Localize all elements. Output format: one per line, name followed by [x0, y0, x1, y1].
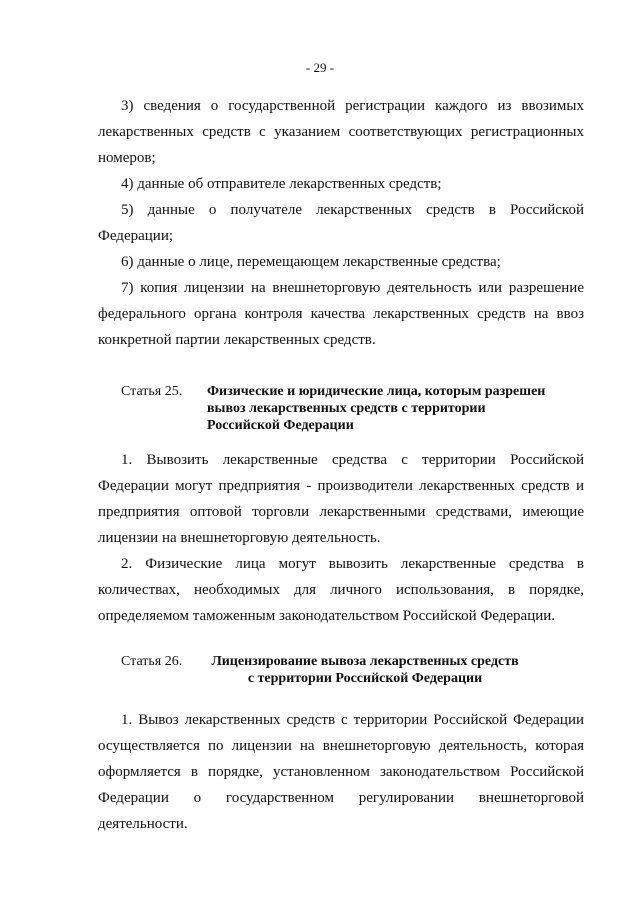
article-25-heading: [121, 383, 561, 434]
article-25-title: Физические и юридические лица, которым разрешен вывоз лекарственных средств с территории Российской Федерации: [207, 384, 546, 433]
article-26-body: [98, 707, 584, 837]
article-25-body: [98, 447, 584, 629]
article-26-paragraph-1: 1. Вывоз лекарственных средств с территории Российской Федерации осуществляется по лицензии на внешнеторговую деятельность, которая оформляется в порядке, установленном законодательством Российской Федерации о государственном регулировании внешнеторговой деятельности.: [98, 712, 584, 832]
list-item-5: 5) данные о получателе лекарственных средств в Российской Федерации;: [98, 202, 584, 244]
list-item-6: 6) данные о лице, перемещающем лекарственные средства;: [121, 254, 501, 270]
list-item-7: 7) копия лицензии на внешнеторговую деятельность или разрешение федерального органа контроля качества лекарственных средств на ввоз конкретной партии лекарственных средств.: [98, 280, 584, 348]
article-25-number: Статья 25.: [121, 384, 183, 399]
article-26-title: Лицензирование вывоза лекарственных средств с территории Российской Федерации: [211, 654, 519, 686]
list-item-4: 4) данные об отправителе лекарственных средств;: [121, 176, 442, 192]
article-26-number: Статья 26.: [121, 654, 183, 669]
list-item-3: 3) сведения о государственной регистрации каждого из ввозимых лекарственных средств с указанием соответствующих регистрационных номеров;: [98, 98, 584, 166]
article-25-paragraph-1: 1. Вывозить лекарственные средства с территории Российской Федерации могут предприятия - производители лекарственных средств и предприятия оптовой торговли лекарственными средствами, имеющие лицензии на внешнеторговую деятельность.: [98, 452, 584, 546]
page-number: - 29 -: [305, 60, 335, 75]
article-26-heading: [121, 653, 561, 687]
article-25-paragraph-2: 2. Физические лица могут вывозить лекарственные средства в количествах, необходимых для личного использования, в порядке, определяемом таможенным законодательством Российской Федерации.: [98, 556, 584, 624]
list-items-block: [98, 93, 584, 353]
